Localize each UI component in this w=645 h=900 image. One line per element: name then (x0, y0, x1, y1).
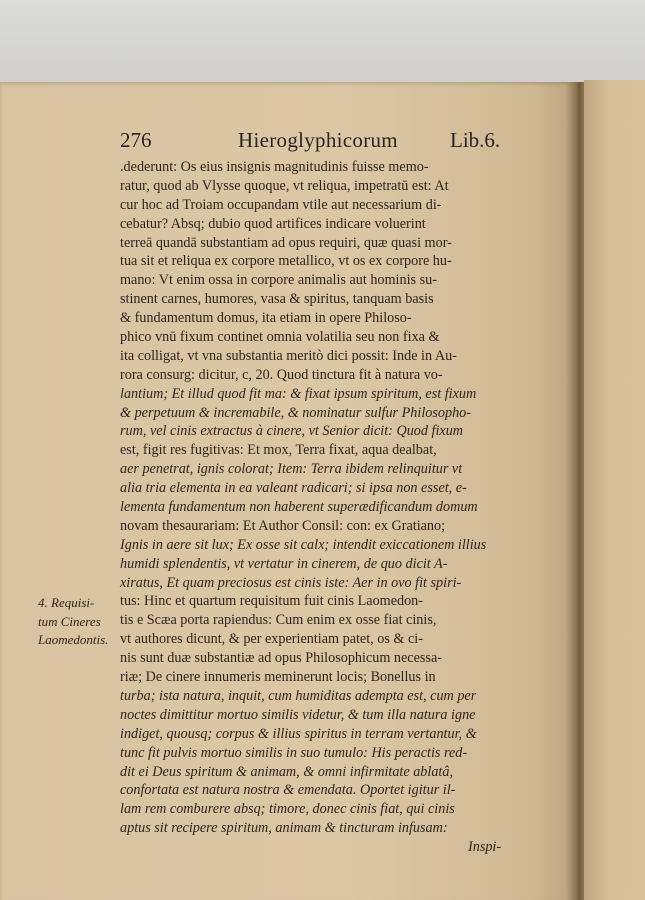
facing-page-edge (584, 80, 645, 900)
text-line: rum, vel cinis extractus à cinere, vt Senior dicit: Quod fixum (120, 423, 464, 440)
text-line: lantium; Et illud quod fit ma: & fixat ipsum spiritum, est fixum (120, 385, 477, 402)
text-line: cur hoc ad Troiam occupandam vtile aut necessarium di- (120, 196, 442, 213)
margin-note-line: 4. Requisi- (38, 595, 95, 610)
text-line: turba; ista natura, inquit, cum humiditas adempta est, cum per (120, 687, 477, 704)
text-line: tis e Scæa porta rapiendus: Cum enim ex osse fiat cinis, (120, 612, 437, 629)
catchword: Inspi- (468, 839, 502, 856)
text-line: & perpetuum & incremabile, & nominatur sulfur Philosopho- (120, 404, 471, 421)
margin-note (38, 594, 120, 650)
margin-note-line: tum Cineres (38, 613, 101, 629)
text-line: rora consurg: dicitur, c, 20. Quod tinctura fit à natura vo- (120, 366, 443, 383)
text-line: Ignis in aere sit lux; Ex osse sit calx; intendit exiccationem illius (120, 536, 487, 553)
text-line: noctes dimittitur mortuo similis videtur, & tum illa natura igne (120, 706, 476, 723)
text-line: tus: Hinc et quartum requisitum fuit cinis Laomedon- (120, 593, 424, 610)
margin-note-line: Laomedontis. (38, 632, 109, 647)
text-line: mano: Vt enim ossa in corpore animalis aut hominis su- (120, 272, 437, 289)
text-line: indiget, quousq; corpus & illius spiritus in terram vertantur, & (120, 725, 477, 742)
text-line: novam thesaurariam: Et Author Consil: con: ex Gratiano; (120, 517, 446, 534)
text-line: terreā quandā substantiam ad opus requiri, quæ quasi mor- (120, 234, 452, 251)
text-line: aer penetrat, ignis colorat; Item: Terra ibidem relinquitur vt (120, 461, 463, 478)
text-line: ita colligat, vt vna substantia meritò dici possit: Inde in Au- (120, 347, 457, 364)
page-number: 276 (120, 128, 152, 152)
text-line: dit ei Deus spiritum & animam, & omni infirmitate ablatâ, (120, 763, 454, 780)
text-line: vt authores dicunt, & per experientiam patet, os & ci- (120, 631, 423, 648)
text-line: aptus sit recipere spiritum, animam & tincturam infusam: (120, 820, 448, 837)
text-line: riæ; De cinere innumeris meminerunt locis; Bonellus in (120, 669, 436, 686)
page-header (120, 128, 520, 154)
text-line: humidi splendentis, vt vertatur in cinerem, de quo dicit A- (120, 555, 448, 572)
text-line: cebatur? Absq; dubio quod artifices indicare voluerint (120, 215, 426, 232)
text-line: phico vnū fixum continet omnia volatilia seu non fixa & (120, 329, 440, 346)
text-line: tua sit et reliqua ex corpore metallico, vt os ex corpore hu- (120, 253, 452, 270)
text-line: nis sunt duæ substantiæ ad opus Philosophicum necessa- (120, 650, 442, 667)
book-label: Lib.6. (450, 128, 501, 152)
text-line: stinent carnes, humores, vasa & spiritus, tanquam basis (120, 291, 434, 308)
catchword-line (120, 838, 520, 857)
text-line: alia tria elementa in ea valeant radicari; si ipsa non esset, e- (120, 480, 467, 497)
scan-background (0, 0, 645, 90)
text-line: .dederunt: Os eius insignis magnitudinis fuisse memo- (120, 159, 429, 175)
text-line: est, figit res fugitivas: Et mox, Terra fixat, aqua dealbat, (120, 442, 437, 459)
body-text (120, 158, 520, 857)
text-line: tunc fit pulvis mortuo similis in suo tumulo: His peractis red- (120, 744, 468, 761)
text-line: & fundamentum domus, ita etiam in opere Philoso- (120, 310, 412, 327)
text-line: lam rem comburere absq; timore, donec cinis fiat, qui cinis (120, 801, 455, 818)
text-line: ratur, quod ab Vlysse quoque, vt reliqua, impetratū est: At (120, 177, 449, 194)
text-line: confortata est natura nostra & emendata. Oportet igitur il- (120, 782, 456, 799)
running-title: Hieroglyphicorum (238, 128, 398, 152)
text-line: xiratus, Et quam preciosus est cinis iste: Aer in ovo fit spiri- (120, 574, 462, 591)
text-line: lementa fundamentum non haberent superædificandum domum (120, 499, 478, 516)
